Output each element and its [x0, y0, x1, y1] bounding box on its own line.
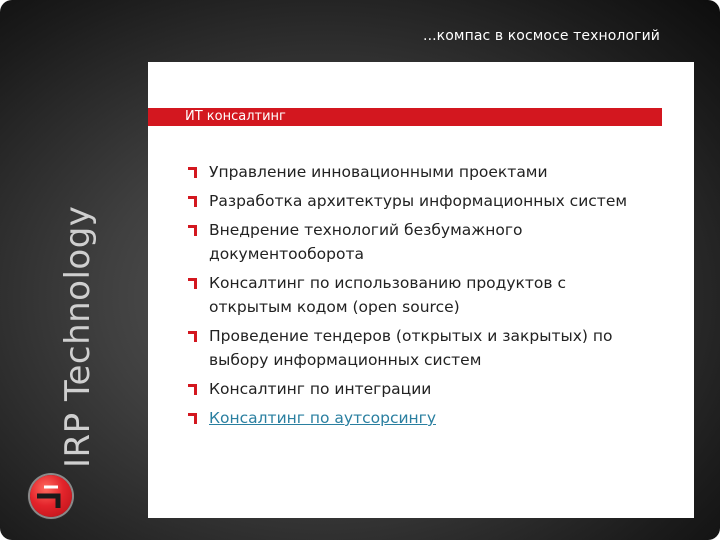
section-title: ИТ консалтинг: [185, 109, 286, 124]
irp-logo-icon: [30, 475, 72, 517]
list-item: [170, 377, 640, 401]
list-item-text: Консалтинг по использованию продуктов с открытым кодом (open source): [209, 274, 566, 316]
outsourcing-link[interactable]: Консалтинг по аутсорсингу: [209, 409, 436, 427]
brand-vertical-text: IRP Technology: [58, 205, 98, 468]
bullet-corner-icon: [188, 384, 197, 395]
bullet-corner-icon: [188, 331, 197, 342]
list-item: [170, 324, 640, 372]
section-header: [148, 108, 662, 126]
list-item-text: Проведение тендеров (открытых и закрытых) по выбору информационных систем: [209, 327, 613, 369]
list-item-text: Внедрение технологий безбумажного документооборота: [209, 221, 523, 263]
bullet-corner-icon: [188, 167, 197, 178]
tagline: ...компас в космосе технологий: [423, 28, 660, 44]
list-item-text: Консалтинг по интеграции: [209, 380, 432, 398]
bullet-corner-icon: [188, 225, 197, 236]
bullet-list: [170, 160, 640, 435]
list-item-text: Разработка архитектуры информационных систем: [209, 192, 628, 210]
bullet-corner-icon: [188, 278, 197, 289]
list-item: [170, 271, 640, 319]
list-item: [170, 406, 640, 430]
list-item: [170, 160, 640, 184]
bullet-corner-icon: [188, 196, 197, 207]
bullet-corner-icon: [188, 413, 197, 424]
list-item-text: Управление инновационными проектами: [209, 163, 548, 181]
list-item: [170, 218, 640, 266]
list-item: [170, 189, 640, 213]
